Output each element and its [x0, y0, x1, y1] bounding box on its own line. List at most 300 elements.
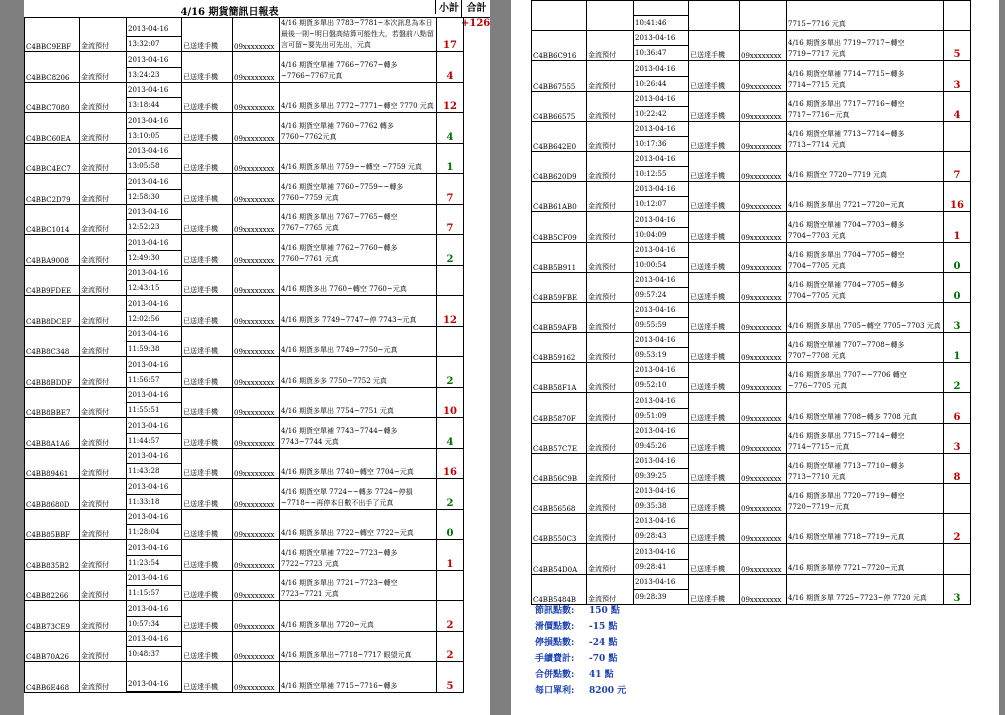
phone-number: 09xxxxxxxx	[740, 544, 787, 574]
payment-type: 金流預付	[80, 662, 127, 693]
payment-type: 金流預付	[80, 235, 127, 266]
message-text: 4/16 期貨空單補 7707~7708~轉多 7707~7708 元真	[787, 333, 944, 363]
table-row	[532, 514, 971, 544]
send-date: 2013-04-16	[634, 31, 688, 46]
phone-number: 09xxxxxxxx	[740, 574, 787, 604]
message-text: 4/16 期貨空單補 7743~7744~轉多7743~7744 元真	[280, 418, 437, 449]
table-row	[532, 333, 971, 363]
send-timestamp	[127, 296, 182, 327]
payment-type: 金流預付	[587, 31, 634, 61]
phone-number: 09xxxxxxxx	[740, 333, 787, 363]
message-id: C4BB620D9	[532, 151, 587, 181]
phone-number: 09xxxxxxxx	[740, 302, 787, 332]
payment-type: 金流預付	[80, 540, 127, 571]
delivery-status: 已送達手機	[182, 204, 233, 235]
send-time: 09:57:24	[635, 290, 667, 299]
message-text: 4/16 期貨多單出 7772~7771~轉空 7770 元真	[280, 82, 437, 113]
send-date: 2013-04-16	[634, 273, 688, 288]
send-time: 10:22:42	[635, 109, 667, 118]
points-value: 7	[437, 174, 464, 205]
delivery-status: 已送達手機	[182, 631, 233, 662]
send-time: 10:48:37	[128, 650, 160, 658]
table-row	[25, 601, 464, 632]
payment-type: 金流預付	[80, 509, 127, 540]
send-date: 2013-04-16	[634, 122, 688, 137]
send-time: 10:57:34	[128, 619, 160, 628]
payment-type: 金流預付	[587, 61, 634, 91]
message-text: 4/16 期貨空單補 7708~轉多 7708 元真	[787, 393, 944, 423]
payment-type: 金流預付	[80, 326, 127, 357]
points-value: 2	[437, 601, 464, 632]
table-row	[25, 52, 464, 83]
summary-label: 節訊點數:	[535, 606, 575, 616]
payment-type: 金流預付	[80, 82, 127, 113]
send-date: 2013-04-16	[634, 213, 688, 228]
send-time: 11:28:04	[128, 528, 160, 536]
send-time: 09:39:25	[635, 472, 667, 480]
points-value: 2	[437, 631, 464, 662]
message-id: C4BB8DCEF	[25, 296, 80, 327]
delivery-status: 已送達手機	[689, 514, 740, 544]
send-date: 2013-04-16	[127, 236, 181, 251]
delivery-status: 已送達手機	[689, 182, 740, 212]
table-row	[25, 387, 464, 418]
phone-number: 09xxxxxxxx	[740, 91, 787, 121]
send-date: 2013-04-16	[634, 92, 688, 107]
points-value: 4	[944, 91, 971, 121]
send-time: 10:12:07	[635, 200, 667, 209]
send-time: 12:02:56	[128, 314, 160, 323]
message-id: C4BB59AFB	[532, 302, 587, 332]
message-id: C4BB85BBF	[25, 509, 80, 540]
payment-type: 金流預付	[587, 302, 634, 332]
payment-type: 金流預付	[587, 574, 634, 604]
delivery-status: 已送達手機	[689, 453, 740, 483]
message-id: C4BB73CE9	[25, 601, 80, 632]
payment-type: 金流預付	[587, 91, 634, 121]
send-date: 2013-04-16	[634, 575, 688, 590]
send-time: 10:41:46	[635, 19, 667, 28]
table-row	[25, 418, 464, 449]
message-id: C4BB8BDDF	[25, 357, 80, 388]
send-date: 2013-04-16	[127, 419, 181, 434]
send-date: 2013-04-16	[127, 175, 181, 190]
message-text: 4/16 期貨多單出 7705~轉空 7705~7703 元真	[787, 302, 944, 332]
message-text: 4/16 期貨空單補 7718~7719~元真	[787, 514, 944, 544]
table-row	[25, 326, 464, 357]
message-id: C4BB642E0	[532, 121, 587, 151]
points-value: 6	[944, 393, 971, 423]
table-row	[532, 423, 971, 453]
send-timestamp	[127, 570, 182, 601]
send-time: 10:17:36	[635, 139, 667, 148]
send-time: 11:23:54	[128, 558, 160, 567]
message-text: 4/16 期貨多出 7760~轉空 7760~元真	[280, 265, 437, 296]
send-timestamp	[634, 393, 689, 423]
send-date: 2013-04-16	[127, 388, 181, 403]
payment-type: 金流預付	[587, 182, 634, 212]
points-value: 0	[944, 242, 971, 272]
message-text: 4/16 期貨多單出 7722~轉空 7722~元真	[280, 509, 437, 540]
points-value: 3	[944, 574, 971, 604]
payment-type: 金流預付	[587, 453, 634, 483]
summary-value: 150 點	[589, 606, 620, 616]
send-date: 2013-04-16	[127, 571, 181, 586]
send-timestamp	[634, 182, 689, 212]
table-row	[532, 91, 971, 121]
message-id: C4BB58F1A	[532, 363, 587, 393]
points-value: 17	[437, 18, 464, 52]
phone-number: 09xxxxxxxx	[740, 423, 787, 453]
table-row	[532, 574, 971, 604]
phone-number: 09xxxxxxxx	[740, 453, 787, 483]
total-header: 合計	[461, 0, 490, 17]
message-id: C4BBC9EBF	[25, 18, 80, 52]
points-value: 1	[944, 212, 971, 242]
delivery-status: 已送達手機	[689, 61, 740, 91]
table-row	[532, 363, 971, 393]
message-id	[532, 1, 587, 31]
payment-type: 金流預付	[587, 212, 634, 242]
payment-type: 金流預付	[587, 333, 634, 363]
payment-type: 金流預付	[587, 151, 634, 181]
table-row	[25, 235, 464, 266]
summary-row	[535, 603, 626, 619]
points-value	[437, 265, 464, 296]
message-text: 4/16 期貨多單出 7717~7716~轉空7717~7716~元真	[787, 91, 944, 121]
send-time: 11:15:57	[128, 589, 160, 597]
phone-number: 09xxxxxxxx	[233, 662, 280, 693]
send-date: 2013-04-16	[634, 545, 688, 560]
table-row	[532, 242, 971, 272]
payment-type: 金流預付	[587, 544, 634, 574]
payment-type: 金流預付	[80, 570, 127, 601]
send-time: 13:18:44	[128, 101, 160, 109]
send-time: 09:53:19	[635, 351, 667, 360]
points-value: 2	[437, 235, 464, 266]
send-timestamp	[634, 453, 689, 483]
send-date: 2013-04-16	[634, 394, 688, 409]
message-id: C4BBC7080	[25, 82, 80, 113]
payment-type: 金流預付	[80, 174, 127, 205]
message-id: C4BB66575	[532, 91, 587, 121]
send-date: 2013-04-16	[127, 632, 181, 647]
delivery-status: 已送達手機	[689, 91, 740, 121]
points-value: 2	[944, 363, 971, 393]
send-timestamp	[127, 418, 182, 449]
send-time: 10:00:54	[635, 260, 667, 269]
send-date: 2013-04-16	[634, 303, 688, 318]
report-header	[24, 0, 490, 18]
send-timestamp	[127, 113, 182, 144]
delivery-status: 已送達手機	[182, 540, 233, 571]
send-timestamp	[127, 52, 182, 83]
summary-row	[535, 619, 626, 635]
sms-log-table-left	[24, 17, 464, 693]
phone-number: 09xxxxxxxx	[233, 113, 280, 144]
send-time: 11:59:38	[128, 345, 160, 353]
message-text: 4/16 期貨空 7720~7719 元真	[787, 151, 944, 181]
send-time: 12:58:30	[128, 192, 160, 201]
send-time: 11:33:18	[128, 497, 160, 506]
send-date: 2013-04-16	[634, 454, 688, 469]
table-row	[532, 182, 971, 212]
delivery-status: 已送達手機	[689, 302, 740, 332]
delivery-status	[689, 1, 740, 31]
message-id: C4BB6C916	[532, 31, 587, 61]
send-timestamp	[127, 18, 182, 52]
send-time: 10:36:47	[635, 49, 667, 58]
points-value: 7	[944, 151, 971, 181]
message-id: C4BB54D0A	[532, 544, 587, 574]
send-date: 2013-04-16	[634, 243, 688, 258]
send-timestamp	[634, 574, 689, 604]
send-date: 2013-04-16	[127, 205, 181, 220]
summary-row	[535, 651, 626, 667]
send-time: 11:43:28	[128, 467, 160, 475]
summary-label: 合併點數:	[535, 670, 575, 680]
phone-number: 09xxxxxxxx	[740, 31, 787, 61]
message-id: C4BBC1014	[25, 204, 80, 235]
summary-value: -24 點	[589, 638, 618, 648]
delivery-status: 已送達手機	[182, 601, 233, 632]
message-text: 4/16 期貨空單補 7760~7759~~轉多7760~7759 元真	[280, 174, 437, 205]
table-row	[532, 544, 971, 574]
send-date: 2013-04-16	[634, 424, 688, 439]
message-text: 4/16 期貨空單補 7713~7714~轉多7713~7714 元真	[787, 121, 944, 151]
points-value: 2	[437, 479, 464, 510]
phone-number: 09xxxxxxxx	[740, 484, 787, 514]
points-value	[437, 570, 464, 601]
message-text: 4/16 期貨空單補 7704~7703~轉多 7704~7703 元真	[787, 212, 944, 242]
delivery-status: 已送達手機	[182, 662, 233, 693]
delivery-status: 已送達手機	[689, 393, 740, 423]
send-date: 2013-04-16	[634, 333, 688, 348]
phone-number: 09xxxxxxxx	[233, 174, 280, 205]
delivery-status: 已送達手機	[689, 31, 740, 61]
table-row	[25, 204, 464, 235]
send-date: 2013-04-16	[127, 602, 181, 617]
points-value: 7	[437, 204, 464, 235]
delivery-status: 已送達手機	[182, 387, 233, 418]
payment-type: 金流預付	[587, 393, 634, 423]
payment-type: 金流預付	[80, 143, 127, 174]
payment-type: 金流預付	[80, 52, 127, 83]
send-date: 2013-04-16	[634, 484, 688, 499]
phone-number: 09xxxxxxxx	[233, 387, 280, 418]
points-value: 3	[944, 302, 971, 332]
send-timestamp	[127, 357, 182, 388]
message-id: C4BBC8206	[25, 52, 80, 83]
message-id: C4BBC2D79	[25, 174, 80, 205]
phone-number: 09xxxxxxxx	[740, 212, 787, 242]
message-text: 4/16 期貨多單出 7719~7717~轉空7719~7717 元真	[787, 31, 944, 61]
message-id: C4BB5484B	[532, 574, 587, 604]
points-value: 10	[437, 387, 464, 418]
delivery-status: 已送達手機	[689, 544, 740, 574]
send-timestamp	[127, 387, 182, 418]
message-id: C4BBA9008	[25, 235, 80, 266]
message-id: C4BB550C3	[532, 514, 587, 544]
delivery-status: 已送達手機	[182, 357, 233, 388]
points-summary	[535, 603, 626, 699]
send-date: 2013-04-16	[127, 449, 181, 464]
delivery-status: 已送達手機	[689, 151, 740, 181]
send-date: 2013-04-16	[127, 144, 181, 159]
send-timestamp	[634, 121, 689, 151]
send-time: 09:28:39	[635, 592, 667, 601]
message-id: C4BB5CF09	[532, 212, 587, 242]
points-value	[944, 1, 971, 31]
table-row	[25, 662, 464, 693]
phone-number: 09xxxxxxxx	[740, 514, 787, 544]
send-timestamp	[634, 91, 689, 121]
send-date: 2013-04-16	[127, 541, 181, 556]
message-id: C4BB56C9B	[532, 453, 587, 483]
send-timestamp	[634, 544, 689, 574]
summary-row	[535, 683, 626, 699]
delivery-status: 已送達手機	[689, 423, 740, 453]
send-timestamp	[634, 1, 689, 31]
summary-row	[535, 667, 626, 683]
send-time: 10:04:09	[635, 230, 667, 239]
points-value: 16	[944, 182, 971, 212]
message-id: C4BB67555	[532, 61, 587, 91]
payment-type: 金流預付	[80, 113, 127, 144]
payment-type: 金流預付	[80, 631, 127, 662]
summary-value: 41 點	[589, 670, 614, 680]
delivery-status: 已送達手機	[689, 484, 740, 514]
phone-number: 09xxxxxxxx	[233, 357, 280, 388]
send-timestamp	[634, 333, 689, 363]
delivery-status: 已送達手機	[182, 265, 233, 296]
send-date: 2013-04-16	[634, 182, 688, 197]
delivery-status: 已送達手機	[689, 212, 740, 242]
table-row	[25, 448, 464, 479]
send-date: 2013-04-16	[127, 114, 181, 129]
phone-number: 09xxxxxxxx	[740, 363, 787, 393]
send-date: 2013-04-16	[127, 480, 181, 495]
send-time: 12:52:23	[128, 223, 160, 231]
phone-number: 09xxxxxxxx	[740, 121, 787, 151]
payment-type: 金流預付	[587, 484, 634, 514]
points-value: 5	[437, 662, 464, 693]
delivery-status: 已送達手機	[182, 570, 233, 601]
table-row	[25, 479, 464, 510]
message-id: C4BB8680D	[25, 479, 80, 510]
summary-value: 8200 元	[589, 686, 627, 696]
send-time: 10:12:55	[635, 170, 667, 179]
message-text: 4/16 期貨多單出 7759~~轉空 ~7759 元真	[280, 143, 437, 174]
message-text: 4/16 期貨多單出 7707~~7706 轉空 ~776~7705 元真	[787, 363, 944, 393]
phone-number: 09xxxxxxxx	[233, 570, 280, 601]
message-text: 4/16 期貨多單出 7721~7720~元真	[787, 182, 944, 212]
send-timestamp	[127, 631, 182, 662]
payment-type: 金流預付	[587, 514, 634, 544]
delivery-status: 已送達手機	[182, 479, 233, 510]
message-text: 4/16 期貨多單出 7715~7714~轉空7714~7715~元真	[787, 423, 944, 453]
table-row	[25, 18, 464, 52]
message-id: C4BB8A1A6	[25, 418, 80, 449]
delivery-status: 已送達手機	[182, 448, 233, 479]
send-timestamp	[127, 204, 182, 235]
send-time: 12:49:30	[128, 253, 160, 262]
table-row	[25, 509, 464, 540]
table-row	[25, 357, 464, 388]
phone-number: 09xxxxxxxx	[233, 143, 280, 174]
table-row	[532, 484, 971, 514]
message-text: 4/16 期貨多單出 7740~轉空 7704~元真	[280, 448, 437, 479]
message-text: 4/16 期貨多單出 7721~7723~轉空7723~7721 元真	[280, 570, 437, 601]
message-id: C4BB835B2	[25, 540, 80, 571]
send-timestamp	[127, 265, 182, 296]
delivery-status: 已送達手機	[689, 363, 740, 393]
message-text: 4/16 期貨多單出 7749~7750~元真	[280, 326, 437, 357]
report-page-right	[511, 0, 999, 715]
table-row	[532, 453, 971, 483]
payment-type: 金流預付	[80, 357, 127, 388]
message-text: 4/16 期貨多單出 7704~7705~轉空7704~7705 元真	[787, 242, 944, 272]
message-text: 4/16 期貨空單補 7714~7715~轉多7714~7715 元真	[787, 61, 944, 91]
send-timestamp	[634, 212, 689, 242]
points-value: 4	[437, 52, 464, 83]
send-time: 13:10:05	[128, 131, 160, 140]
send-timestamp	[634, 242, 689, 272]
send-time: 09:45:26	[635, 441, 667, 450]
message-text: 4/16 期貨空單補 7762~7760~轉多7760~7761 元真	[280, 235, 437, 266]
send-time: 11:44:57	[128, 436, 160, 445]
summary-row	[535, 635, 626, 651]
send-time: 12:43:15	[128, 284, 160, 292]
delivery-status: 已送達手機	[182, 113, 233, 144]
report-title: 4/16 期貨簡訊日報表	[180, 7, 279, 18]
send-time: 09:51:09	[635, 411, 667, 420]
message-text: 4/16 期貨空單補 7722~7723~轉多7722~7723 元真	[280, 540, 437, 571]
send-date: 2013-04-16	[127, 22, 181, 37]
payment-type: 金流預付	[80, 601, 127, 632]
summary-label: 每口單利:	[535, 686, 575, 696]
message-text: 4/16 期貨多單出 7783~7781~本次訊息為本日最後一則~明日盤高結算可能性大，若盤前八點留言可留~要先出可先出，元真	[280, 18, 437, 52]
send-time: 09:35:38	[635, 502, 667, 511]
phone-number: 09xxxxxxxx	[233, 418, 280, 449]
send-timestamp	[127, 509, 182, 540]
message-text: 4/16 期貨空單補 7713~7710~轉多7713~7710 元真	[787, 453, 944, 483]
points-value	[944, 121, 971, 151]
send-date: 2013-04-16	[634, 363, 688, 378]
message-id: C4BB89461	[25, 448, 80, 479]
message-text: 4/16 期貨多單出 7767~7765~轉空7767~7765 元真	[280, 204, 437, 235]
points-value: 0	[944, 272, 971, 302]
send-time: 09:28:41	[635, 562, 667, 571]
send-date: 2013-04-16	[127, 266, 181, 281]
table-row	[532, 1, 971, 31]
points-value	[944, 484, 971, 514]
phone-number: 09xxxxxxxx	[740, 393, 787, 423]
points-value: 1	[437, 540, 464, 571]
payment-type: 金流預付	[80, 448, 127, 479]
points-value	[944, 544, 971, 574]
send-timestamp	[634, 514, 689, 544]
phone-number: 09xxxxxxxx	[233, 326, 280, 357]
phone-number: 09xxxxxxxx	[233, 18, 280, 52]
phone-number: 09xxxxxxxx	[233, 204, 280, 235]
delivery-status: 已送達手機	[182, 296, 233, 327]
phone-number: 09xxxxxxxx	[233, 601, 280, 632]
points-value: 1	[437, 143, 464, 174]
points-value: 12	[437, 82, 464, 113]
send-timestamp	[127, 662, 182, 693]
points-value: 4	[437, 113, 464, 144]
